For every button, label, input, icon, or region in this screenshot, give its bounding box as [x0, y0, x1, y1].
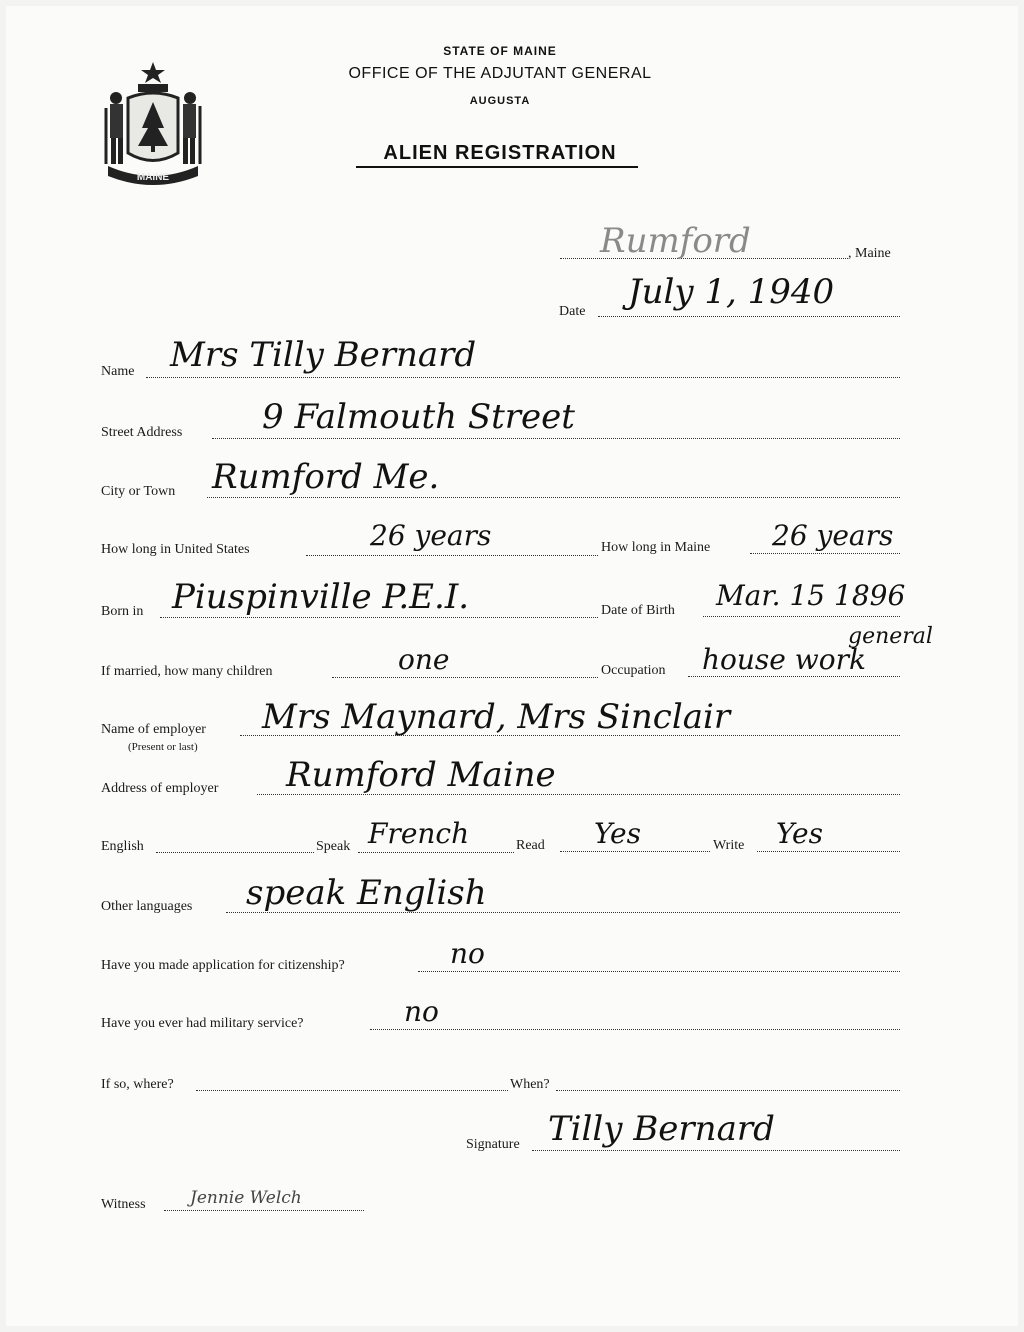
street-line	[212, 438, 900, 439]
employer-name-label: Name of employer	[101, 722, 206, 737]
occupation-value-line1: general	[848, 624, 933, 649]
signature-line	[532, 1150, 900, 1151]
witness-line	[164, 1210, 364, 1211]
speak-value: French	[368, 817, 470, 850]
street-value: 9 Falmouth Street	[262, 397, 575, 437]
if-so-where-line	[196, 1090, 508, 1091]
dob-value: Mar. 15 1896	[716, 579, 906, 612]
military-value: no	[404, 995, 439, 1028]
how-long-us-label: How long in United States	[101, 542, 250, 557]
how-long-maine-label: How long in Maine	[601, 540, 711, 555]
seal-text: MAINE	[136, 172, 170, 183]
how-long-us-value: 26 years	[370, 519, 492, 552]
dob-label: Date of Birth	[601, 603, 675, 618]
military-label: Have you ever had military service?	[101, 1016, 304, 1031]
witness-label: Witness	[101, 1197, 146, 1212]
date-label: Date	[559, 304, 586, 319]
date-line	[598, 316, 900, 317]
citizenship-line	[418, 971, 900, 972]
date-value: July 1, 1940	[628, 272, 835, 312]
name-value: Mrs Tilly Bernard	[170, 335, 477, 375]
occupation-line	[688, 676, 900, 677]
english-label: English	[101, 839, 144, 854]
signature-label: Signature	[466, 1137, 520, 1152]
maine-label: , Maine	[848, 246, 891, 261]
write-label: Write	[713, 838, 745, 853]
employer-name-value: Mrs Maynard, Mrs Sinclair	[262, 697, 731, 737]
how-long-us-line	[306, 555, 598, 556]
occupation-label: Occupation	[601, 663, 666, 678]
employer-address-value: Rumford Maine	[286, 755, 556, 795]
military-line	[370, 1029, 900, 1030]
header-office: OFFICE OF THE ADJUTANT GENERAL	[348, 65, 652, 82]
employer-name-note: (Present or last)	[128, 741, 198, 753]
how-long-maine-line	[750, 553, 900, 554]
speak-label: Speak	[316, 839, 351, 854]
signature-value: Tilly Bernard	[548, 1109, 775, 1149]
city-value: Rumford Me.	[212, 457, 440, 497]
street-label: Street Address	[101, 425, 183, 440]
name-line	[146, 377, 900, 378]
other-languages-value: speak English	[246, 873, 487, 913]
read-label: Read	[516, 838, 545, 853]
write-line	[757, 851, 900, 852]
if-so-where-label: If so, where?	[101, 1077, 174, 1092]
when-line	[556, 1090, 900, 1091]
city-label: City or Town	[101, 484, 176, 499]
born-in-label: Born in	[101, 604, 144, 619]
dob-line	[703, 616, 900, 617]
children-value: one	[398, 643, 450, 676]
title-underline	[356, 166, 638, 168]
how-long-maine-value: 26 years	[772, 519, 894, 552]
city-line	[207, 497, 900, 498]
town-value: Rumford	[600, 221, 751, 261]
header-state: STATE OF MAINE	[443, 44, 557, 58]
citizenship-label: Have you made application for citizenship?	[101, 958, 345, 973]
other-languages-label: Other languages	[101, 899, 193, 914]
name-label: Name	[101, 364, 135, 379]
read-value: Yes	[594, 817, 641, 850]
born-in-value: Piuspinville P.E.I.	[172, 577, 470, 617]
born-in-line	[160, 617, 598, 618]
when-label: When?	[510, 1077, 550, 1092]
write-value: Yes	[776, 817, 823, 850]
occupation-value-line2: house work	[702, 643, 866, 676]
employer-address-label: Address of employer	[101, 781, 219, 796]
form-title: ALIEN REGISTRATION	[383, 142, 617, 164]
children-line	[332, 677, 598, 678]
english-line	[156, 852, 314, 853]
header-city: AUGUSTA	[469, 95, 531, 107]
children-label: If married, how many children	[101, 664, 273, 679]
read-line	[560, 851, 710, 852]
maine-state-seal	[98, 58, 208, 188]
speak-line	[358, 852, 514, 853]
citizenship-value: no	[450, 937, 485, 970]
witness-value: Jennie Welch	[190, 1188, 302, 1208]
